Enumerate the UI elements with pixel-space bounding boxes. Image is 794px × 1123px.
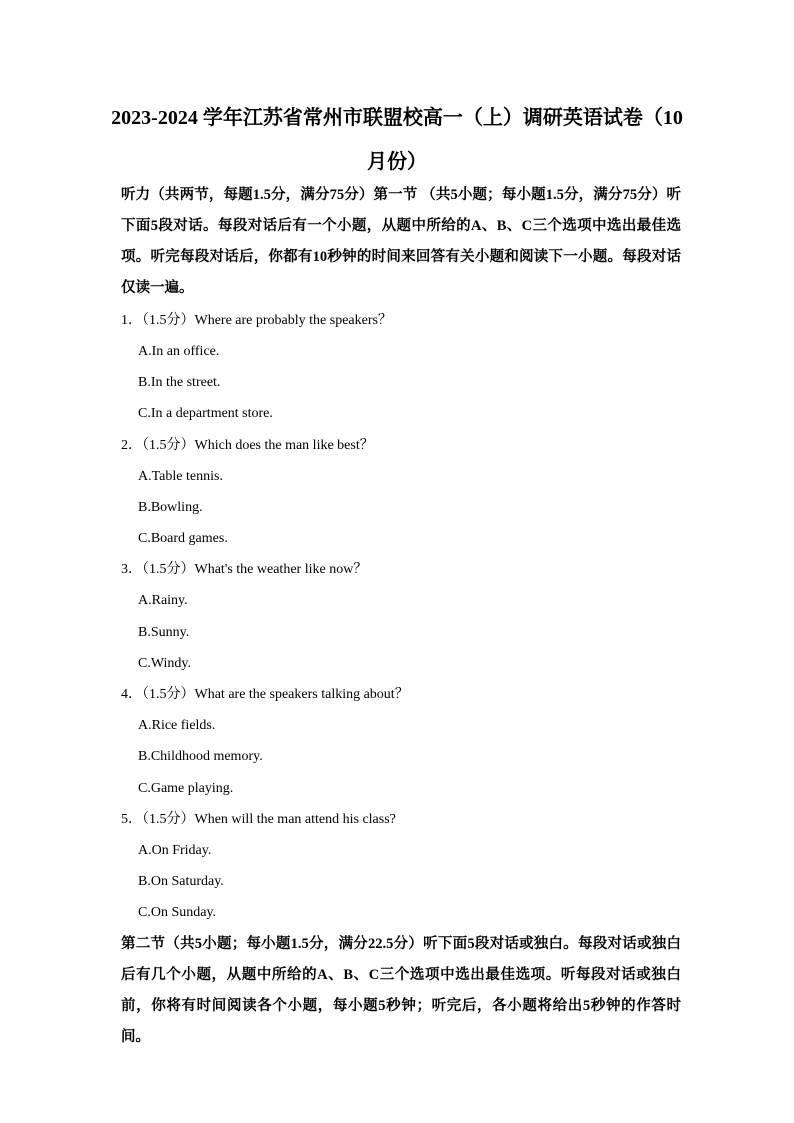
question-2-option-b: B.Bowling. <box>138 500 203 515</box>
question-4-option-b: B.Childhood memory. <box>138 749 263 764</box>
section-2-instructions: 第二节（共5小题；每小题1.5分，满分22.5分）听下面5段对话或独白。每段对话或独白后有几个小题，从题中所给的A、B、C三个选项中选出最佳选项。听每段对话或独白前，你将有时间阅读各个小题，每小题5秒钟；听完后，各小题将给出5秒钟的作答时间。 <box>121 936 681 1045</box>
exam-title-line-1: 2023-2024 学年江苏省常州市联盟校高一（上）调研英语试卷（10 <box>111 107 683 129</box>
question-1-option-b: B.In the street. <box>138 375 221 390</box>
question-5-stem: 5．（1.5分）When will the man attend his class? <box>121 812 396 827</box>
listening-instructions: 听力（共两节，每题1.5分，满分75分）第一节 （共5小题；每小题1.5分，满分75分）听下面5段对话。每段对话后有一个小题，从题中所给的A、B、C三个选项中选出最佳选项。听完每段对话后，你都有10秒钟的时间来回答有关小题和阅读下一小题。每段对话仅读一遍。 <box>121 187 681 296</box>
question-3-option-b: B.Sunny. <box>138 625 190 640</box>
question-5-option-a: A.On Friday. <box>138 843 212 858</box>
question-5-option-b: B.On Saturday. <box>138 874 224 889</box>
question-2-option-a: A.Table tennis. <box>138 469 223 484</box>
question-1-stem: 1．（1.5分）Where are probably the speakers？ <box>121 313 392 328</box>
question-4-option-a: A.Rice fields. <box>138 718 216 733</box>
question-4-option-c: C.Game playing. <box>138 781 234 796</box>
question-1-option-a: A.In an office. <box>138 344 220 359</box>
question-2-stem: 2．（1.5分）Which does the man like best？ <box>121 438 374 453</box>
question-5-option-c: C.On Sunday. <box>138 905 217 920</box>
question-3-option-a: A.Rainy. <box>138 593 188 608</box>
question-2-option-c: C.Board games. <box>138 531 228 546</box>
question-3-stem: 3．（1.5分）What's the weather like now？ <box>121 562 368 577</box>
question-1-option-c: C.In a department store. <box>138 406 273 421</box>
question-4-stem: 4．（1.5分）What are the speakers talking about？ <box>121 687 409 702</box>
question-3-option-c: C.Windy. <box>138 656 191 671</box>
exam-title-line-2: 月份） <box>367 151 427 173</box>
